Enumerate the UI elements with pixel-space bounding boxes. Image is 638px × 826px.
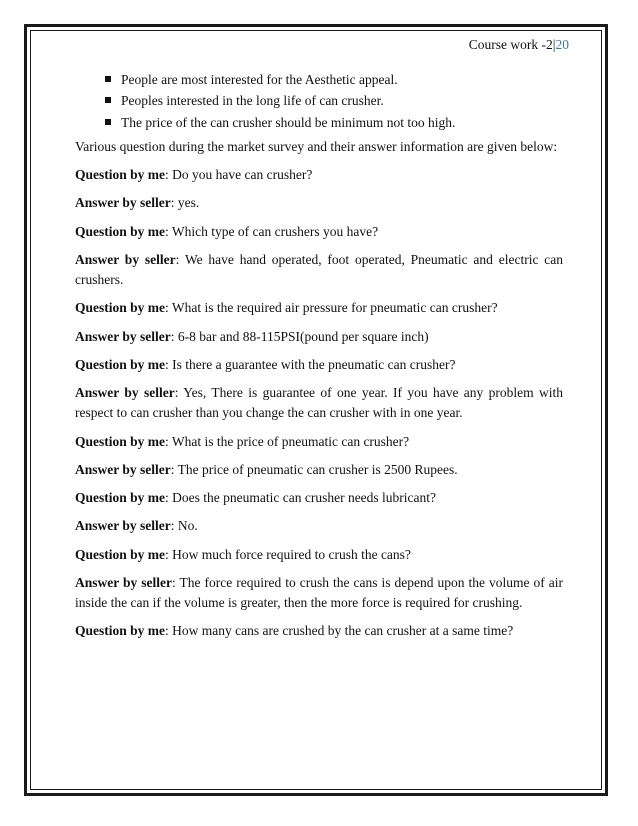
bullet-text: People are most interested for the Aesthetic appeal. — [121, 72, 398, 87]
qa-text: : Which type of can crushers you have? — [165, 223, 379, 239]
course-title: Course work -2 — [468, 37, 553, 52]
qa-label: Question by me — [75, 490, 166, 505]
qa-line — [75, 193, 563, 213]
qa-text: : Do you have can crusher? — [165, 167, 313, 182]
qa-line — [75, 222, 563, 242]
square-bullet-icon — [105, 97, 111, 103]
qa-label: Answer by seller — [75, 574, 173, 590]
qa-line — [75, 298, 563, 318]
qa-label: Answer by seller — [75, 518, 171, 534]
qa-label: Question by me — [75, 167, 166, 182]
qa-line — [75, 383, 563, 424]
qa-label: Question by me — [75, 546, 166, 562]
qa-label: Question by me — [75, 223, 166, 239]
qa-text: : The force required to crush the cans is depend upon the volume of air inside the can if the volume is greater, then the more force is required for crushing. — [75, 574, 563, 610]
bullet-list — [75, 70, 563, 133]
qa-label: Question by me — [75, 623, 166, 639]
qa-label: Question by me — [75, 433, 166, 449]
qa-line — [75, 165, 563, 185]
page-header — [469, 37, 569, 53]
qa-label: Answer by seller — [75, 461, 171, 477]
qa-text: : Does the pneumatic can crusher needs lubricant? — [165, 490, 437, 505]
bullet-item — [105, 113, 563, 133]
qa-line — [75, 250, 563, 291]
square-bullet-icon — [105, 76, 111, 82]
qa-text: : The price of pneumatic can crusher is 2500 Rupees. — [170, 461, 458, 477]
qa-label: Answer by seller — [75, 195, 171, 211]
qa-line — [75, 545, 563, 565]
qa-text: : What is the price of pneumatic can crusher? — [165, 433, 410, 449]
qa-label: Answer by seller — [75, 385, 175, 400]
qa-label: Answer by seller — [75, 251, 176, 267]
qa-line — [75, 355, 563, 375]
bullet-text: Peoples interested in the long life of can crusher. — [121, 93, 384, 109]
qa-text: : 6-8 bar and 88-115PSI(pound per square inch) — [170, 328, 429, 344]
qa-text: : How many cans are crushed by the can crusher at a same time? — [165, 623, 514, 639]
qa-line — [75, 327, 563, 347]
bullet-text: The price of the can crusher should be minimum not too high. — [121, 114, 456, 130]
bullet-item — [105, 70, 563, 90]
intro-paragraph: Various question during the market survey and their answer information are given below: — [75, 138, 558, 154]
qa-line — [75, 460, 563, 480]
qa-text: : yes. — [170, 195, 200, 211]
qa-line — [75, 573, 563, 614]
qa-text: : Is there a guarantee with the pneumatic can crusher? — [165, 356, 456, 372]
page-number: 20 — [555, 37, 569, 52]
square-bullet-icon — [105, 119, 111, 125]
qa-label: Question by me — [75, 356, 166, 372]
bullet-item — [105, 91, 563, 111]
qa-text: : How much force required to crush the cans? — [165, 546, 411, 562]
qa-text: : We have hand operated, foot operated, Pneumatic and electric can crushers. — [75, 251, 563, 287]
qa-text: : Yes, There is guarantee of one year. If you have any problem with respect to can crusher than you change the can crusher with in one year. — [75, 385, 563, 421]
qa-text: : No. — [170, 518, 198, 534]
qa-line — [75, 488, 563, 508]
qa-label: Question by me — [75, 300, 166, 316]
qa-label: Answer by seller — [75, 328, 171, 344]
qa-line — [75, 516, 563, 536]
header-separator: | — [552, 37, 556, 52]
qa-text: : What is the required air pressure for pneumatic can crusher? — [165, 300, 498, 316]
qa-line — [75, 432, 563, 452]
qa-line — [75, 621, 563, 641]
document-body — [75, 70, 563, 650]
